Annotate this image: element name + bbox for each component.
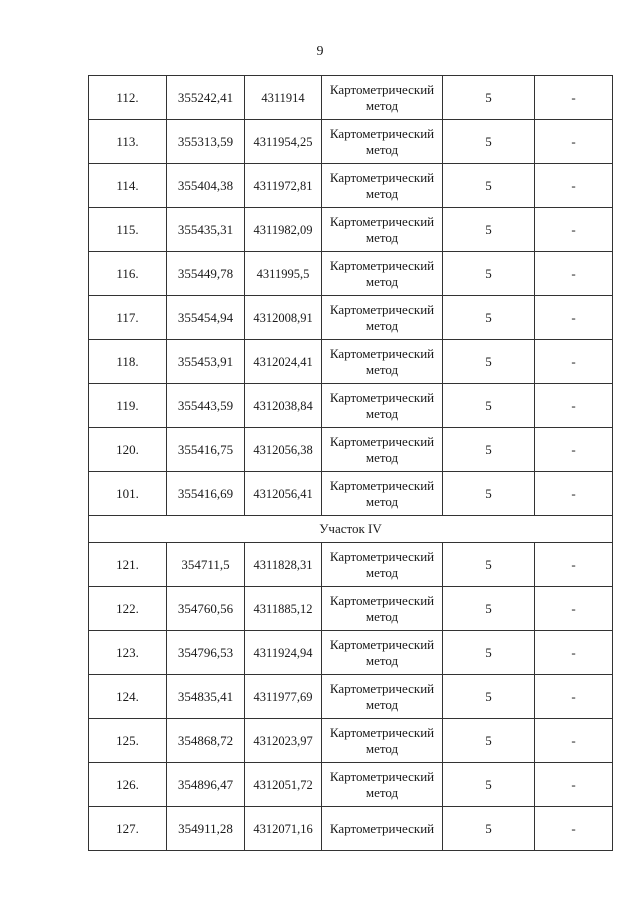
table-body-part-b bbox=[89, 543, 613, 807]
description-cell: - bbox=[535, 208, 613, 252]
x-coordinate-cell: 354760,56 bbox=[167, 587, 245, 631]
x-coordinate-cell: 354868,72 bbox=[167, 719, 245, 763]
method-line-2: метод bbox=[365, 608, 399, 624]
x-coordinate-cell: 354835,41 bbox=[167, 675, 245, 719]
x-coordinate-cell: 354911,28 bbox=[167, 807, 245, 851]
table-row bbox=[89, 631, 613, 675]
description-cell: - bbox=[535, 807, 613, 851]
method-line-1: Картометрический bbox=[329, 213, 435, 229]
method-line-1: Картометрический bbox=[329, 592, 435, 608]
method-line-1: Картометрический bbox=[329, 345, 435, 361]
method-line-2: метод bbox=[365, 493, 399, 509]
point-number-cell: 125. bbox=[89, 719, 167, 763]
description-cell: - bbox=[535, 428, 613, 472]
method-cell bbox=[322, 252, 443, 296]
y-coordinate-cell: 4311982,09 bbox=[245, 208, 322, 252]
point-number-cell: 124. bbox=[89, 675, 167, 719]
point-number-cell: 122. bbox=[89, 587, 167, 631]
y-coordinate-cell: 4312038,84 bbox=[245, 384, 322, 428]
point-number-cell: 127. bbox=[89, 807, 167, 851]
point-number-cell: 113. bbox=[89, 120, 167, 164]
accuracy-cell: 5 bbox=[443, 719, 535, 763]
point-number-cell: 123. bbox=[89, 631, 167, 675]
accuracy-cell: 5 bbox=[443, 76, 535, 120]
method-line-2: метод bbox=[365, 564, 399, 580]
table-row bbox=[89, 208, 613, 252]
x-coordinate-cell: 355443,59 bbox=[167, 384, 245, 428]
point-number-cell: 114. bbox=[89, 164, 167, 208]
method-line-2: метод bbox=[365, 185, 399, 201]
description-cell: - bbox=[535, 763, 613, 807]
method-cell bbox=[322, 719, 443, 763]
x-coordinate-cell: 355454,94 bbox=[167, 296, 245, 340]
method-line-2: метод bbox=[365, 740, 399, 756]
description-cell: - bbox=[535, 296, 613, 340]
x-coordinate-cell: 354796,53 bbox=[167, 631, 245, 675]
method-line-1: Картометрический bbox=[329, 169, 435, 185]
point-number-cell: 118. bbox=[89, 340, 167, 384]
accuracy-cell: 5 bbox=[443, 120, 535, 164]
method-line-2: метод bbox=[365, 141, 399, 157]
page-number: 9 bbox=[316, 44, 324, 59]
method-cell bbox=[322, 675, 443, 719]
method-cell bbox=[322, 763, 443, 807]
method-line-2: метод bbox=[365, 405, 399, 421]
accuracy-cell: 5 bbox=[443, 340, 535, 384]
x-coordinate-cell: 355404,38 bbox=[167, 164, 245, 208]
section-header-row bbox=[89, 516, 613, 543]
y-coordinate-cell: 4312023,97 bbox=[245, 719, 322, 763]
method-line-2: метод bbox=[365, 696, 399, 712]
method-line-2: метод bbox=[365, 784, 399, 800]
table-row bbox=[89, 807, 613, 851]
table-row bbox=[89, 428, 613, 472]
table-row bbox=[89, 164, 613, 208]
x-coordinate-cell: 355453,91 bbox=[167, 340, 245, 384]
table-row bbox=[89, 472, 613, 516]
accuracy-cell: 5 bbox=[443, 807, 535, 851]
description-cell: - bbox=[535, 587, 613, 631]
accuracy-cell: 5 bbox=[443, 543, 535, 587]
description-cell: - bbox=[535, 384, 613, 428]
method-cell bbox=[322, 296, 443, 340]
x-coordinate-cell: 355242,41 bbox=[167, 76, 245, 120]
accuracy-cell: 5 bbox=[443, 252, 535, 296]
table-row bbox=[89, 340, 613, 384]
x-coordinate-cell: 354711,5 bbox=[167, 543, 245, 587]
method-line-1: Картометрический bbox=[329, 477, 435, 493]
y-coordinate-cell: 4311828,31 bbox=[245, 543, 322, 587]
table-row bbox=[89, 384, 613, 428]
method-line-1: Картометрический bbox=[329, 389, 435, 405]
description-cell: - bbox=[535, 120, 613, 164]
x-coordinate-cell: 355416,75 bbox=[167, 428, 245, 472]
point-number-cell: 112. bbox=[89, 76, 167, 120]
coordinates-table bbox=[88, 75, 613, 851]
accuracy-cell: 5 bbox=[443, 675, 535, 719]
method-cell bbox=[322, 76, 443, 120]
table-body-section bbox=[89, 516, 613, 543]
point-number-cell: 116. bbox=[89, 252, 167, 296]
description-cell: - bbox=[535, 340, 613, 384]
accuracy-cell: 5 bbox=[443, 208, 535, 252]
table-row bbox=[89, 296, 613, 340]
table-row bbox=[89, 543, 613, 587]
x-coordinate-cell: 355449,78 bbox=[167, 252, 245, 296]
method-line-2: метод bbox=[365, 652, 399, 668]
y-coordinate-cell: 4312056,41 bbox=[245, 472, 322, 516]
y-coordinate-cell: 4311972,81 bbox=[245, 164, 322, 208]
table-row bbox=[89, 675, 613, 719]
method-line-2: метод bbox=[365, 317, 399, 333]
method-cell bbox=[322, 120, 443, 164]
point-number-cell: 101. bbox=[89, 472, 167, 516]
point-number-cell: 119. bbox=[89, 384, 167, 428]
method-line-2: метод bbox=[365, 229, 399, 245]
description-cell: - bbox=[535, 719, 613, 763]
method-cell bbox=[322, 428, 443, 472]
method-line-1: Картометрический bbox=[329, 680, 435, 696]
table-body-last bbox=[89, 807, 613, 851]
y-coordinate-cell: 4311924,94 bbox=[245, 631, 322, 675]
description-cell: - bbox=[535, 631, 613, 675]
y-coordinate-cell: 4312024,41 bbox=[245, 340, 322, 384]
method-line-1: Картометрический bbox=[329, 301, 435, 317]
method-cell: Картометрический bbox=[322, 807, 443, 851]
table-body-part-a bbox=[89, 76, 613, 516]
description-cell: - bbox=[535, 543, 613, 587]
method-cell bbox=[322, 340, 443, 384]
x-coordinate-cell: 355435,31 bbox=[167, 208, 245, 252]
accuracy-cell: 5 bbox=[443, 384, 535, 428]
section-title: Участок IV bbox=[89, 516, 613, 543]
y-coordinate-cell: 4312071,16 bbox=[245, 807, 322, 851]
method-cell bbox=[322, 587, 443, 631]
accuracy-cell: 5 bbox=[443, 763, 535, 807]
y-coordinate-cell: 4311977,69 bbox=[245, 675, 322, 719]
accuracy-cell: 5 bbox=[443, 587, 535, 631]
x-coordinate-cell: 355313,59 bbox=[167, 120, 245, 164]
accuracy-cell: 5 bbox=[443, 472, 535, 516]
y-coordinate-cell: 4311914 bbox=[245, 76, 322, 120]
table-row bbox=[89, 76, 613, 120]
method-line-1: Картометрический bbox=[329, 768, 435, 784]
method-line-2: метод bbox=[365, 361, 399, 377]
x-coordinate-cell: 354896,47 bbox=[167, 763, 245, 807]
table-row bbox=[89, 719, 613, 763]
method-line-1: Картометрический bbox=[329, 125, 435, 141]
accuracy-cell: 5 bbox=[443, 428, 535, 472]
method-line-2: метод bbox=[365, 449, 399, 465]
description-cell: - bbox=[535, 76, 613, 120]
method-line-1: Картометрический bbox=[329, 724, 435, 740]
y-coordinate-cell: 4312051,72 bbox=[245, 763, 322, 807]
description-cell: - bbox=[535, 252, 613, 296]
method-cell bbox=[322, 384, 443, 428]
table-row bbox=[89, 763, 613, 807]
accuracy-cell: 5 bbox=[443, 296, 535, 340]
description-cell: - bbox=[535, 472, 613, 516]
y-coordinate-cell: 4312056,38 bbox=[245, 428, 322, 472]
method-line-1: Картометрический bbox=[329, 636, 435, 652]
point-number-cell: 115. bbox=[89, 208, 167, 252]
accuracy-cell: 5 bbox=[443, 631, 535, 675]
method-cell bbox=[322, 631, 443, 675]
method-line-2: метод bbox=[365, 273, 399, 289]
y-coordinate-cell: 4311954,25 bbox=[245, 120, 322, 164]
method-line-1: Картометрический bbox=[329, 257, 435, 273]
point-number-cell: 121. bbox=[89, 543, 167, 587]
method-line-1: Картометрический bbox=[329, 81, 435, 97]
method-line-1: Картометрический bbox=[329, 548, 435, 564]
accuracy-cell: 5 bbox=[443, 164, 535, 208]
y-coordinate-cell: 4311995,5 bbox=[245, 252, 322, 296]
table-row bbox=[89, 587, 613, 631]
method-cell bbox=[322, 472, 443, 516]
method-line-2: метод bbox=[365, 97, 399, 113]
table-row bbox=[89, 252, 613, 296]
method-cell bbox=[322, 164, 443, 208]
description-cell: - bbox=[535, 164, 613, 208]
table-row bbox=[89, 120, 613, 164]
method-cell bbox=[322, 208, 443, 252]
point-number-cell: 126. bbox=[89, 763, 167, 807]
y-coordinate-cell: 4311885,12 bbox=[245, 587, 322, 631]
method-cell bbox=[322, 543, 443, 587]
x-coordinate-cell: 355416,69 bbox=[167, 472, 245, 516]
y-coordinate-cell: 4312008,91 bbox=[245, 296, 322, 340]
point-number-cell: 120. bbox=[89, 428, 167, 472]
point-number-cell: 117. bbox=[89, 296, 167, 340]
description-cell: - bbox=[535, 675, 613, 719]
method-line-1: Картометрический bbox=[329, 433, 435, 449]
